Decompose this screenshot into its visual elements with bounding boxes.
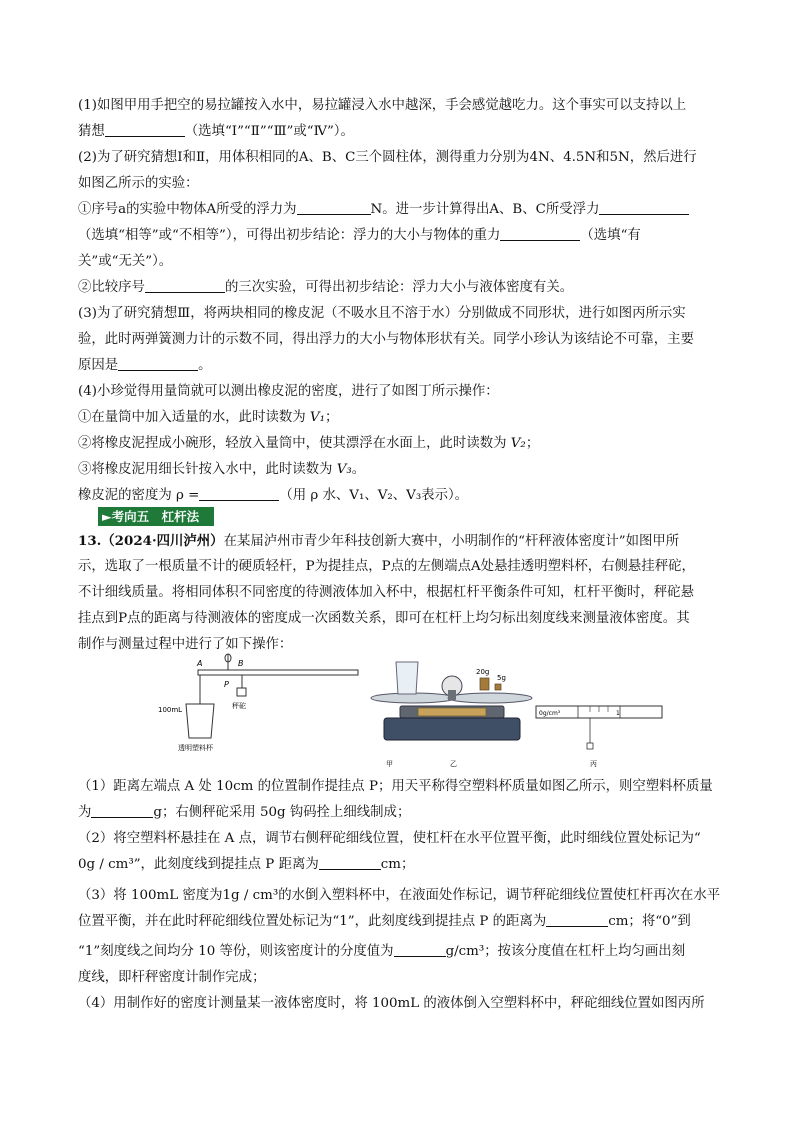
text-line: 验，此时两弹簧测力计的示数不同，得出浮力的大小与物体形状有关。同学小珍认为该结论不可靠，主要 — [78, 332, 694, 347]
scale-beam — [418, 708, 486, 716]
answer-blank[interactable] — [118, 356, 198, 371]
scale-base — [384, 718, 520, 740]
mass-5g-label: 5g — [497, 674, 506, 682]
lever-diagram — [158, 654, 393, 768]
text-line: (1)如图甲用手把空的易拉罐按入水中，易拉罐浸入水中越深，手会感觉越吃力。这个事实可以支持以上 — [78, 98, 687, 113]
cup-on-scale — [396, 662, 418, 694]
text-line: ③将橡皮泥用细长针按入水中，此时读数为 V₃。 — [78, 462, 366, 477]
text-line: ②比较序号 的三次实验，可得出初步结论：浮力大小与液体密度有关。 — [78, 280, 574, 295]
cup-volume: 100mL — [158, 706, 183, 714]
text-line: 制作与测量过程中进行了如下操作： — [78, 637, 293, 652]
text-line: 不计细线质量。将相同体积不同密度的待测液体加入杯中，根据杠杆平衡条件可知，杠杆平衡时，秤砣悬 — [78, 585, 694, 600]
ruler-weight — [587, 743, 593, 749]
text-line: 猜想 （选填“I”“Ⅱ”“Ⅲ”或“Ⅳ”）。 — [78, 124, 354, 139]
ruler-one-label: 1 — [616, 710, 620, 717]
step-line: “1”刻度线之间均分 10 等份，则该密度计的分度值为 g/cm³；按该分度值在杠杆上均匀画出刻 — [78, 944, 686, 959]
caption-yi: 乙 — [450, 760, 457, 768]
step-line: 度线，即杆秤密度计制作完成； — [78, 970, 266, 985]
weight-block — [237, 688, 246, 696]
ruler-diagram — [536, 706, 662, 768]
answer-blank[interactable] — [105, 122, 185, 137]
figure-svg — [150, 648, 670, 768]
caption-bing: 丙 — [590, 760, 597, 768]
text-line: 挂点到P点的距离与待测液体的密度成一次函数关系，即可在杠杆上均匀标出刻度线来测量液体密度。其 — [78, 611, 690, 626]
balance-diagram — [371, 662, 532, 768]
mass-20g-label: 20g — [476, 668, 490, 676]
answer-blank[interactable] — [599, 200, 689, 215]
plastic-cup — [186, 704, 214, 738]
answer-blank[interactable] — [91, 803, 153, 818]
ruler-zero-label: 0g/cm³ — [539, 710, 561, 717]
text-line: 关”或“无关”）。 — [78, 254, 173, 269]
text-line: (2)为了研究猜想Ⅰ和Ⅱ，用体积相同的A、B、C三个圆柱体，测得重力分别为4N、4.5N和5N，然后进行 — [78, 150, 697, 165]
answer-blank[interactable] — [546, 912, 608, 927]
label-p: P — [224, 680, 229, 689]
step-line: （2）将空塑料杯悬挂在 A 点，调节右侧秤砣细线位置，使杠杆在水平位置平衡，此时细线位置处标记为“ — [78, 831, 701, 846]
step-line: 0g / cm³”，此刻度线到提挂点 P 距离为 cm； — [78, 857, 415, 872]
answer-blank[interactable] — [319, 855, 381, 870]
text-line: 橡皮泥的密度为 ρ = （用 ρ 水、V₁、V₂、V₃表示）。 — [78, 488, 469, 503]
text-line: ①在量筒中加入适量的水，此时读数为 V₁； — [78, 410, 339, 425]
text-line: 示，选取了一根质量不计的硬质轻杆，P为提挂点，P点的左侧端点A处悬挂透明塑料杯，右侧悬挂秤砣， — [78, 559, 695, 574]
mass-5g — [495, 684, 501, 690]
label-b: B — [238, 659, 244, 668]
answer-blank[interactable] — [145, 278, 225, 293]
answer-blank[interactable] — [394, 942, 446, 957]
answer-blank[interactable] — [199, 486, 279, 501]
step-line: 位置平衡，并在此时秤砣细线位置处标记为“1”，此刻度线到提挂点 P 的距离为 cm；将“0”到 — [78, 914, 691, 929]
step-line: （4）用制作好的密度计测量某一液体密度时，将 100mL 的液体倒入空塑料杯中，秤砣细线位置如图丙所 — [78, 996, 705, 1011]
step-line: 为 g；右侧秤砣采用 50g 钩码拴上细线制成； — [78, 805, 411, 820]
answer-blank[interactable] — [500, 226, 580, 241]
question-13-line: 13.（2024·四川泸州）在某届泸州市青少年科技创新大赛中，小明制作的“杆秤液体密度计”如图甲所 — [78, 533, 680, 549]
cup-label: 透明塑料杯 — [178, 744, 213, 752]
text-line: ①序号a的实验中物体A所受的浮力为 N。进一步计算得出A、B、C所受浮力 — [78, 200, 689, 220]
caption-jia: 甲 — [386, 760, 393, 768]
step-line: （3）将 100mL 密度为1g / cm³的水倒入塑料杯中，在液面处作标记，调节秤砣细线位置使杠杆再次在水平 — [78, 888, 721, 903]
text-line: (4)小珍觉得用量筒就可以测出橡皮泥的密度，进行了如图丁所示操作： — [78, 384, 499, 399]
answer-blank[interactable] — [297, 200, 371, 215]
text-line: 如图乙所示的实验： — [78, 176, 199, 191]
step-line: （1）距离左端点 A 处 10cm 的位置制作提挂点 P；用天平称得空塑料杯质量如图乙所示，则空塑料杯质量 — [78, 779, 713, 794]
experiment-figure — [150, 648, 670, 768]
label-a: A — [197, 659, 203, 668]
text-line: (3)为了研究猜想Ⅲ，将两块相同的橡皮泥（不吸水且不溶于水）分别做成不同形状，进行如图丙所示实 — [78, 306, 686, 321]
text-line: 原因是 。 — [78, 358, 212, 373]
text-line: ②将橡皮泥捏成小碗形，轻放入量筒中，使其漂浮在水面上，此时读数为 V₂； — [78, 436, 540, 451]
section-tag: ►考向五 杠杆法 — [98, 507, 214, 526]
text-line: （选填“相等”或“不相等”），可得出初步结论：浮力的大小与物体的重力 （选填“有 — [78, 228, 641, 243]
weight-label: 秤砣 — [232, 702, 246, 710]
mass-20g — [480, 678, 489, 690]
